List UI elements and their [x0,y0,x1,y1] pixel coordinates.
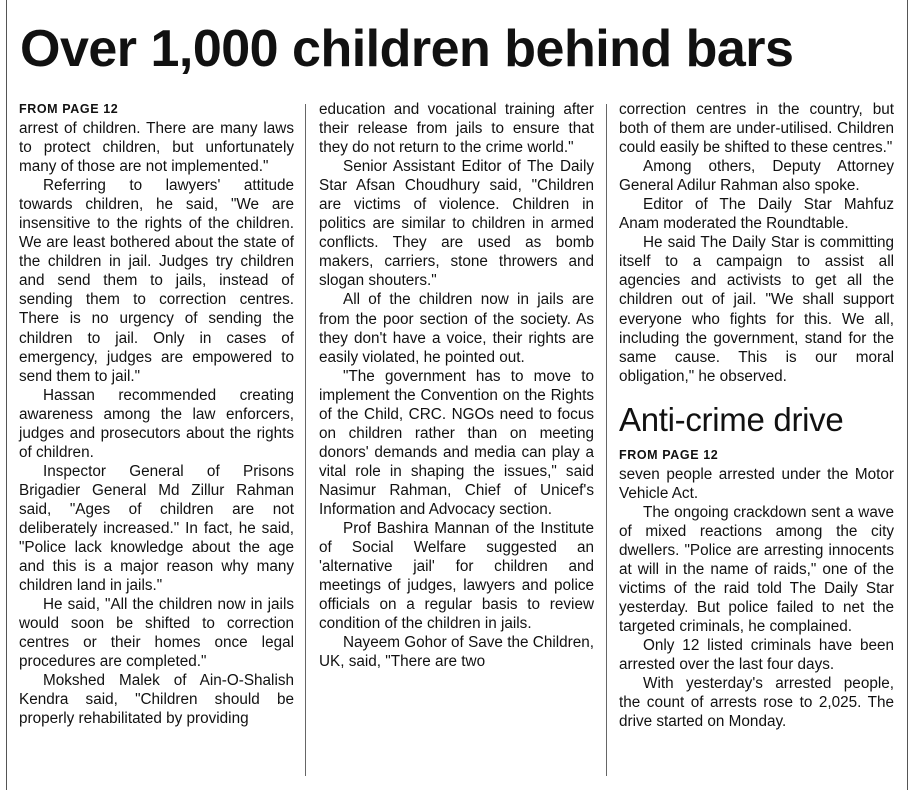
column-2 [319,100,594,671]
paragraph: All of the children now in jails are from the poor section of the society. As they don't have a voice, their rights are easily violated, he pointed out. [319,291,594,366]
paragraph: Editor of The Daily Star Mahfuz Anam moderated the Roundtable. [619,196,894,233]
dateline: FROM PAGE 12 [19,102,119,116]
paragraph: arrest of children. There are many laws to protect children, but unfortunately many of those are not implemented." [19,120,294,176]
paragraph: Among others, Deputy Attorney General Adilur Rahman also spoke. [619,158,894,195]
paragraph: He said The Daily Star is committing itself to a campaign to assist all agencies and activists to get all the children out of jail. "We shall support everyone who fights for this. We all, including the government, stand for the same cause. This is our moral obligation," he observed. [619,234,894,385]
page-border-left [6,0,7,790]
paragraph: Referring to lawyers' attitude towards children, he said, "We are insensitive to the rights of the children. We are least bothered about the state of the children in jail. Judges try children and send them to jails, instead of sending them to correction centres. There is no urgency of sending the children to jail. Only in cases of emergency, judges are empowered to send them to jail." [19,177,294,385]
page-border-right [907,0,908,790]
paragraph: The ongoing crackdown sent a wave of mixed reactions among the city dwellers. "Police are arresting innocents at will in the name of raids," one of the victims of the raid told The Daily Star yesterday. But police failed to net the targeted criminals, he complained. [619,503,894,636]
paragraph: Senior Assistant Editor of The Daily Star Afsan Choudhury said, "Children are victims of violence. Children in politics are similar to children in armed conflicts. They are used as bomb makers, carriers, stone throwers and slogan shouters." [319,158,594,290]
paragraph: correction centres in the country, but both of them are under-utilised. Children could easily be shifted to these centres." [619,101,894,157]
column-divider [305,104,306,776]
paragraph: Nayeem Gohor of Save the Children, UK, said, "There are two [319,634,594,671]
paragraph: Inspector General of Prisons Brigadier General Md Zillur Rahman said, "Ages of children are not deliberately increased." In fact, he said, "Police lack knowledge about the age and this is a major reason why many children land in jails." [19,462,294,595]
paragraph: Mokshed Malek of Ain-O-Shalish Kendra said, "Children should be properly rehabilitated by providing [19,672,294,728]
headline: Over 1,000 children behind bars [20,20,794,78]
sidebar-headline: Anti-crime drive [619,400,844,438]
paragraph: "The government has to move to implement the Convention on the Rights of the Child, CRC. NGOs need to focus on children rather than on meeting donors' demands and media can play a vital role in shaping the issues," said Nasimur Rahman, Chief of Unicef's Information and Advocacy section. [319,367,594,518]
column-divider [606,104,607,776]
paragraph: With yesterday's arrested people, the count of arrests rose to 2,025. The drive started on Monday. [619,675,894,731]
paragraph: Hassan recommended creating awareness among the law enforcers, judges and prosecutors about the rights of children. [19,386,294,461]
column-1 [19,100,294,729]
paragraph: Only 12 listed criminals have been arrested over the last four days. [619,637,894,674]
paragraph: He said, "All the children now in jails would soon be shifted to correction centres or their homes once legal procedures are completed." [19,596,294,671]
paragraph: seven people arrested under the Motor Vehicle Act. [619,465,894,502]
paragraph: Prof Bashira Mannan of the Institute of Social Welfare suggested an 'alternative jail' for children and meetings of judges, lawyers and police officials on a regular basis to review condition of the children in jails. [319,520,594,633]
column-3 [619,100,894,731]
paragraph: education and vocational training after their release from jails to ensure that they do not return to the crime world." [319,101,594,157]
sidebar-dateline: FROM PAGE 12 [619,447,719,462]
